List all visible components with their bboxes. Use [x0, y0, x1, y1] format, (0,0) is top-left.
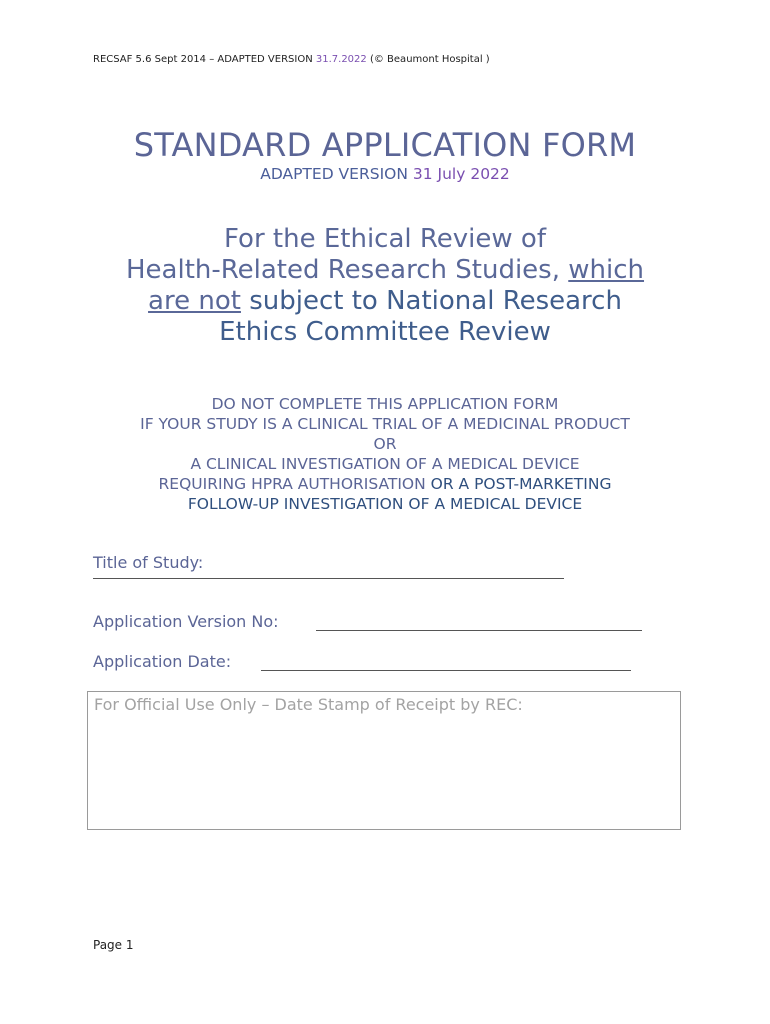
- purpose-emphasis-which: which: [568, 255, 645, 285]
- official-use-date-stamp-box: [87, 691, 681, 830]
- document-header: [93, 54, 490, 65]
- purpose-line-4: Ethics Committee Review: [219, 317, 551, 347]
- header-version-date: 31.7.2022: [315, 54, 367, 65]
- warning-line-4: A CLINICAL INVESTIGATION OF A MEDICAL DEVICE: [190, 455, 580, 473]
- warning-line-2: IF YOUR STUDY IS A CLINICAL TRIAL OF A MEDICINAL PRODUCT: [140, 415, 630, 433]
- application-date-label: Application Date:: [93, 652, 232, 671]
- purpose-line-3: are not subject to National Research: [148, 286, 622, 316]
- warning-line-6: FOLLOW-UP INVESTIGATION OF A MEDICAL DEVICE: [187, 495, 583, 513]
- warning-line-1: DO NOT COMPLETE THIS APPLICATION FORM: [211, 395, 559, 413]
- page-number: Page 1: [93, 938, 134, 952]
- official-use-label: For Official Use Only – Date Stamp of Receipt by REC:: [94, 695, 523, 714]
- purpose-line-1: For the Ethical Review of: [224, 224, 546, 254]
- subtitle-date: 31 July 2022: [412, 165, 510, 183]
- title-of-study-input-line[interactable]: [93, 578, 564, 579]
- warning-line-3: OR: [373, 435, 397, 453]
- header-form-code: RECSAF 5.6 Sept 2014 – ADAPTED VERSION: [93, 54, 313, 65]
- subtitle-prefix: ADAPTED VERSION: [260, 165, 408, 183]
- application-version-input-line[interactable]: [316, 630, 642, 631]
- eligibility-warning: [60, 394, 710, 514]
- warning-line-5: REQUIRING HPRA AUTHORISATION OR A POST-MARKETING: [158, 475, 612, 493]
- adapted-version-subtitle: [0, 165, 770, 183]
- page-title: STANDARD APPLICATION FORM: [133, 126, 637, 164]
- purpose-line-2: Health-Related Research Studies, which: [125, 255, 645, 285]
- title-of-study-label: Title of Study:: [93, 553, 204, 572]
- application-date-input-line[interactable]: [261, 670, 631, 671]
- purpose-emphasis-are-not: are not: [148, 286, 241, 316]
- header-copyright: (© Beaumont Hospital ): [369, 54, 490, 65]
- form-purpose-heading: [80, 224, 690, 348]
- application-version-label: Application Version No:: [93, 612, 279, 631]
